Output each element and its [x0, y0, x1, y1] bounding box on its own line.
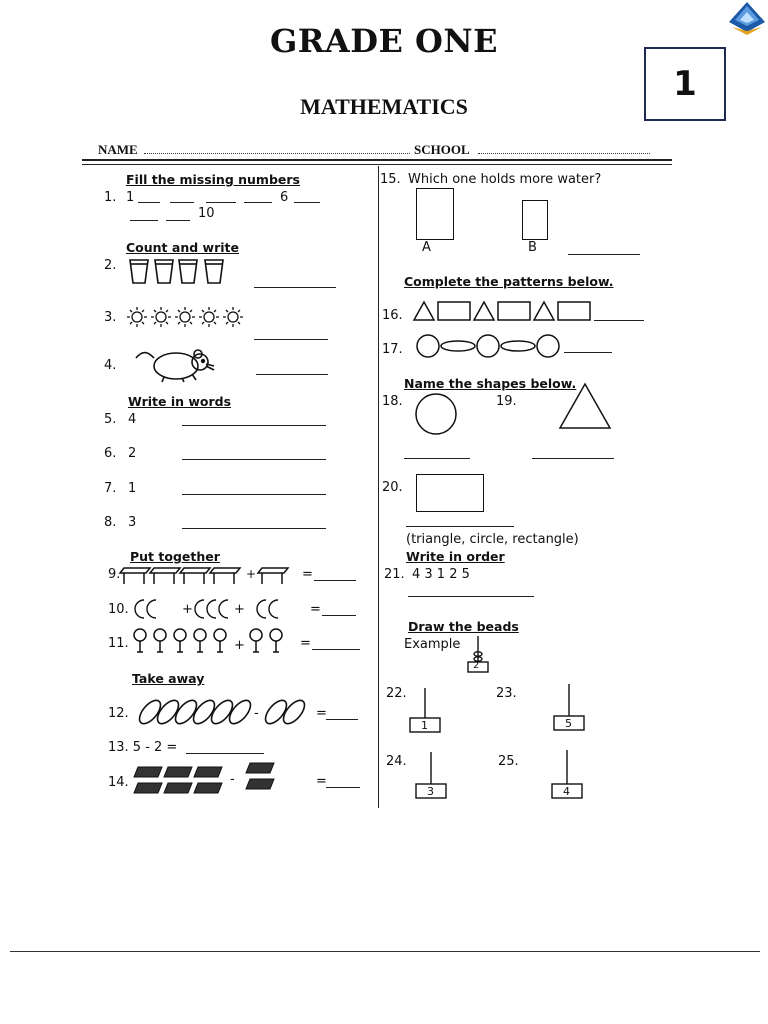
- sequence-value: 10: [198, 206, 215, 221]
- answer-line[interactable]: [254, 339, 328, 340]
- number-value: 2: [128, 446, 137, 461]
- answer-line[interactable]: [182, 494, 326, 495]
- svg-text:+: +: [246, 567, 257, 581]
- divider: [82, 159, 672, 161]
- pattern-circle-oval: [416, 334, 576, 358]
- question-number: 7.: [104, 481, 117, 496]
- question-number: 21.: [384, 567, 405, 582]
- abacus-value: 4: [563, 785, 570, 798]
- section-heading: Draw the beads: [408, 619, 519, 634]
- answer-line[interactable]: [166, 220, 190, 221]
- column-divider: [378, 166, 379, 808]
- table-icon: [122, 564, 332, 586]
- answer-line[interactable]: [532, 458, 614, 459]
- pattern-triangle-square: [412, 298, 602, 324]
- page-number-box: [644, 47, 726, 121]
- section-heading: Fill the missing numbers: [126, 172, 300, 187]
- page-title: GRADE ONE: [269, 22, 499, 60]
- answer-line[interactable]: [206, 202, 236, 203]
- question-number: 24.: [386, 754, 407, 769]
- question-number: 14.: [108, 775, 129, 790]
- equals-sign: =: [300, 636, 311, 651]
- answer-line[interactable]: [170, 202, 194, 203]
- answer-line[interactable]: [564, 352, 612, 353]
- answer-line[interactable]: [326, 719, 358, 720]
- answer-line[interactable]: [294, 202, 320, 203]
- name-label: NAME: [98, 142, 138, 157]
- tree-icon: [132, 628, 312, 654]
- page-number: 1: [673, 64, 697, 104]
- question-number: 16.: [382, 308, 403, 323]
- minus-sign: -: [230, 772, 235, 787]
- subject-title: MATHEMATICS: [300, 94, 468, 119]
- minus-sign: -: [254, 706, 259, 721]
- equals-sign: =: [302, 567, 313, 582]
- question-number: 2.: [104, 258, 117, 273]
- question-text: Which one holds more water?: [408, 172, 602, 187]
- moon-icon: [134, 598, 314, 620]
- section-heading: Take away: [132, 671, 205, 686]
- school-label: SCHOOL: [414, 142, 470, 157]
- abacus-value: 1: [421, 719, 428, 732]
- answer-line[interactable]: [138, 202, 160, 203]
- question-number: 11.: [108, 636, 129, 651]
- question-number: 22.: [386, 686, 407, 701]
- question-number: 5.: [104, 412, 117, 427]
- answer-line[interactable]: [408, 596, 534, 597]
- question-number: 23.: [496, 686, 517, 701]
- section-heading: Write in order: [406, 549, 505, 564]
- answer-line[interactable]: [314, 580, 356, 581]
- abacus-value: 2: [473, 660, 480, 671]
- order-numbers: 4 3 1 2 5: [412, 567, 470, 582]
- question-number: 3.: [104, 310, 117, 325]
- equals-sign: =: [310, 602, 321, 617]
- plus-sign: +: [234, 602, 245, 617]
- abacus-value: 5: [565, 717, 572, 730]
- answer-line[interactable]: [256, 374, 328, 375]
- question-number: 15.: [380, 172, 401, 187]
- answer-line[interactable]: [312, 649, 360, 650]
- bean-icon: [136, 696, 306, 728]
- label-b: B: [528, 240, 537, 255]
- question-number: 17.: [382, 342, 403, 357]
- question-13: 13. 5 - 2 =: [108, 740, 178, 755]
- question-number: 4.: [104, 358, 117, 373]
- logo-icon: [726, 0, 768, 36]
- container-b: [522, 200, 548, 240]
- triangle-shape: [558, 382, 614, 430]
- rat-icon: [132, 344, 216, 384]
- abacus-value: 3: [427, 785, 434, 798]
- equals-sign: =: [316, 774, 327, 789]
- answer-line[interactable]: [406, 526, 514, 527]
- rectangle-shape: [416, 474, 484, 512]
- number-value: 4: [128, 412, 137, 427]
- question-number: 20.: [382, 480, 403, 495]
- equals-sign: =: [316, 706, 327, 721]
- answer-line[interactable]: [182, 459, 326, 460]
- question-number: 12.: [108, 706, 129, 721]
- question-number: 1.: [104, 190, 117, 205]
- example-label: Example: [404, 637, 461, 652]
- label-a: A: [422, 240, 431, 255]
- answer-line[interactable]: [594, 320, 644, 321]
- question-number: 8.: [104, 515, 117, 530]
- question-number: 19.: [496, 394, 517, 409]
- book-icon: [132, 763, 282, 799]
- question-number: 25.: [498, 754, 519, 769]
- section-heading: Name the shapes below.: [404, 376, 577, 391]
- answer-line[interactable]: [244, 202, 272, 203]
- section-heading: Count and write: [126, 240, 239, 255]
- number-value: 1: [128, 481, 137, 496]
- section-heading: Put together: [130, 549, 220, 564]
- answer-line[interactable]: [186, 753, 264, 754]
- footer-divider: [10, 951, 760, 952]
- answer-line[interactable]: [182, 425, 326, 426]
- sequence-value: 1: [126, 190, 135, 205]
- name-line[interactable]: [144, 153, 410, 154]
- worksheet: [82, 138, 674, 810]
- answer-line[interactable]: [254, 287, 336, 288]
- answer-line[interactable]: [568, 254, 640, 255]
- question-number: 10.: [108, 602, 129, 617]
- plus-sign: +: [182, 602, 193, 617]
- answer-line[interactable]: [182, 528, 326, 529]
- section-heading: Complete the patterns below.: [404, 274, 614, 289]
- answer-line[interactable]: [130, 220, 158, 221]
- answer-line[interactable]: [322, 615, 356, 616]
- plus-sign: +: [234, 638, 245, 653]
- container-a: [416, 188, 454, 240]
- section-heading: Write in words: [128, 394, 232, 409]
- question-number: 9.: [108, 567, 121, 582]
- school-line[interactable]: [478, 153, 650, 154]
- circle-shape: [414, 392, 460, 436]
- number-value: 3: [128, 515, 137, 530]
- divider: [82, 164, 672, 165]
- cup-icon: [128, 256, 228, 286]
- sun-icon: [126, 304, 244, 330]
- question-number: 18.: [382, 394, 403, 409]
- sequence-value: 6: [280, 190, 289, 205]
- shape-options: (triangle, circle, rectangle): [406, 532, 579, 547]
- question-number: 6.: [104, 446, 117, 461]
- answer-line[interactable]: [404, 458, 470, 459]
- answer-line[interactable]: [326, 787, 360, 788]
